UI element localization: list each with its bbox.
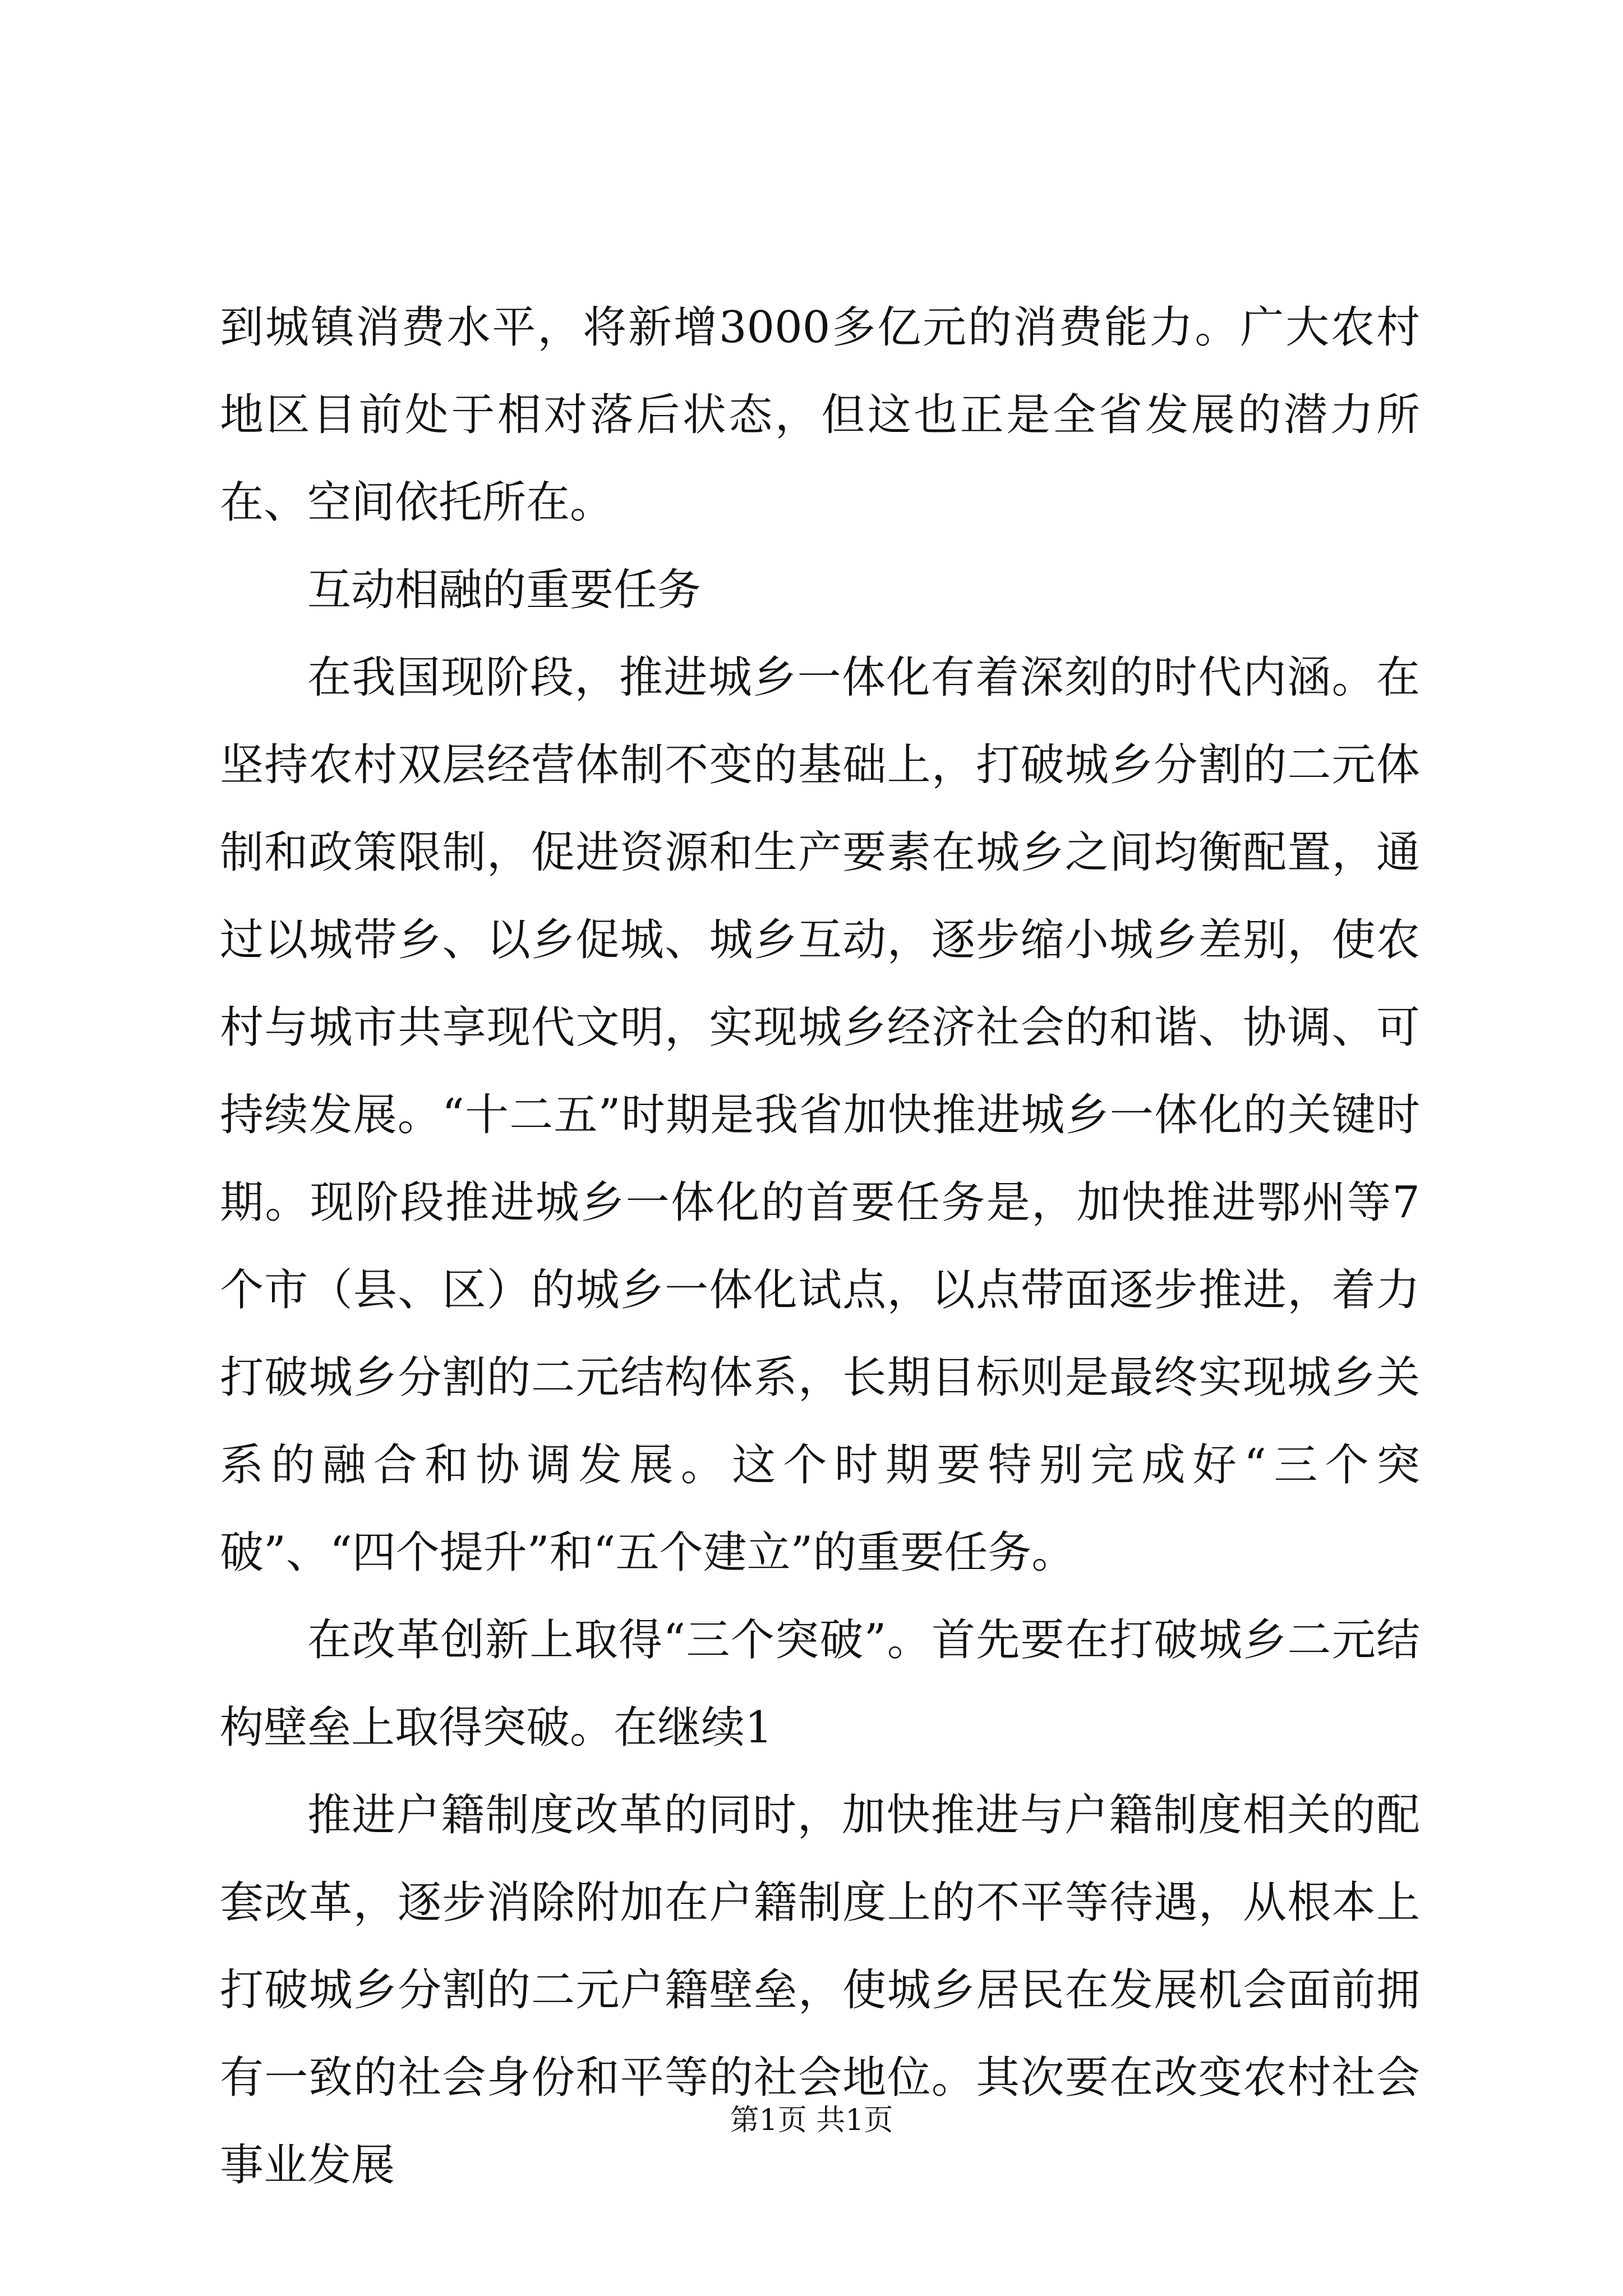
paragraph-4: 推进户籍制度改革的同时，加快推进与户籍制度相关的配套改革，逐步消除附加在户籍制度上的不平等待遇，从根本上打破城乡分割的二元户籍壁垒，使城乡居民在发展机会面前拥有一致的社会身份和平等的社会地位。其次要在改变农村社会事业发展	[220, 1790, 1420, 2191]
paragraph-1: 到城镇消费水平，将新增3000多亿元的消费能力。广大农村地区目前处于相对落后状态，但这也正是全省发展的潜力所在、空间依托所在。	[220, 302, 1420, 528]
section-heading: 互动相融的重要任务	[307, 565, 702, 615]
page-footer: 第1页 共1页	[730, 2104, 893, 2137]
paragraph-2: 在我国现阶段，推进城乡一体化有着深刻的时代内涵。在坚持农村双层经营体制不变的基础上，打破城乡分割的二元体制和政策限制，促进资源和生产要素在城乡之间均衡配置，通过以城带乡、以乡促城、城乡互动，逐步缩小城乡差别，使农村与城市共享现代文明，实现城乡经济社会的和谐、协调、可持续发展。“十二五”时期是我省加快推进城乡一体化的关键时期。现阶段推进城乡一体化的首要任务是，加快推进鄂州等7个市（县、区）的城乡一体化试点，以点带面逐步推进，着力打破城乡分割的二元结构体系，长期目标则是最终实现城乡关系的融合和协调发展。这个时期要特别完成好“三个突破”、“四个提升”和“五个建立”的重要任务。	[220, 652, 1420, 1578]
document-body	[220, 284, 1420, 2209]
paragraph-3: 在改革创新上取得“三个突破”。首先要在打破城乡二元结构壁垒上取得突破。在继续1	[220, 1615, 1420, 1753]
